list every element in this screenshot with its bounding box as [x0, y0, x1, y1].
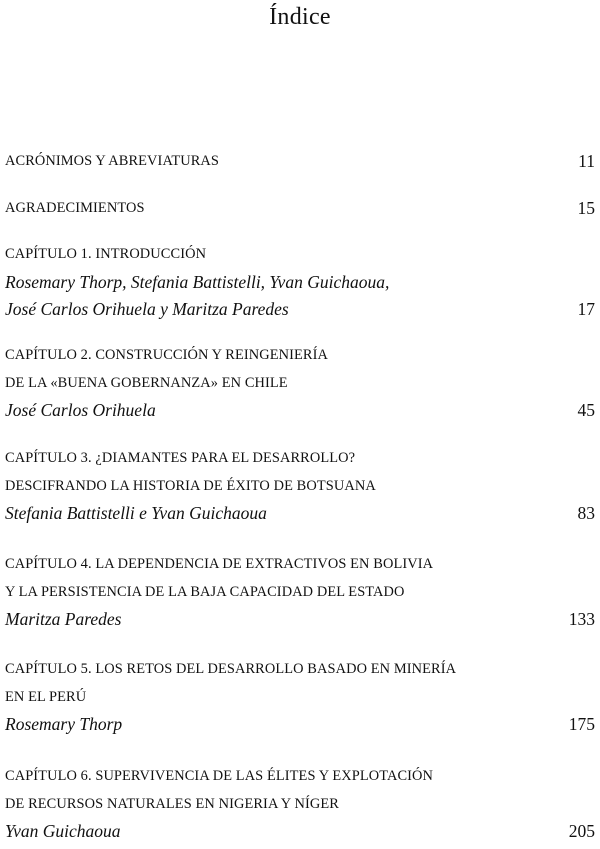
toc-entry[interactable]	[5, 763, 595, 846]
toc-entry[interactable]	[5, 241, 595, 324]
toc-entry[interactable]	[5, 656, 595, 739]
toc-entry-heading: CAPÍTULO 1. INTRODUCCIÓN	[5, 246, 207, 262]
toc-entry-heading: AGRADECIMIENTOS	[5, 200, 145, 216]
toc-entry[interactable]	[5, 195, 595, 223]
toc-entry-heading: CAPÍTULO 3. ¿DIAMANTES PARA EL DESARROLLO?	[5, 450, 356, 466]
toc-entry-heading: CAPÍTULO 2. CONSTRUCCIÓN Y REINGENIERÍA	[5, 347, 329, 363]
toc-entry-heading: CAPÍTULO 4. LA DEPENDENCIA DE EXTRACTIVOS EN BOLIVIA	[5, 556, 434, 572]
toc-entry[interactable]	[5, 342, 595, 425]
toc-entry-heading: CAPÍTULO 5. LOS RETOS DEL DESARROLLO BASADO EN MINERÍA	[5, 661, 457, 677]
toc-entry-heading: DE RECURSOS NATURALES EN NIGERIA Y NÍGER	[5, 795, 339, 812]
toc-entry[interactable]	[5, 445, 595, 528]
toc-entry-authors: Yvan Guichaoua	[5, 821, 121, 841]
toc-entry-page-number: 11	[578, 151, 595, 171]
toc-entry-page-number: 17	[577, 299, 595, 319]
toc-entry-page-number: 45	[577, 400, 595, 420]
toc-entry-authors: José Carlos Orihuela	[5, 400, 156, 420]
toc-entry-page-number: 133	[568, 609, 595, 629]
toc-entry-page-number: 205	[568, 821, 595, 841]
toc-entry-authors: Maritza Paredes	[5, 609, 122, 629]
toc-entry-heading: Y LA PERSISTENCIA DE LA BAJA CAPACIDAD DEL ESTADO	[5, 583, 405, 600]
toc-entry[interactable]	[5, 551, 595, 634]
toc-entry-authors: Rosemary Thorp	[5, 714, 123, 734]
toc-entry[interactable]	[5, 148, 595, 176]
toc-entry-heading: DESCIFRANDO LA HISTORIA DE ÉXITO DE BOTSUANA	[5, 477, 376, 494]
toc-entry-heading: DE LA «BUENA GOBERNANZA» EN CHILE	[5, 374, 288, 391]
toc-entry-heading: CAPÍTULO 6. SUPERVIVENCIA DE LAS ÉLITES Y EXPLOTACIÓN	[5, 768, 434, 784]
toc-entry-authors: Rosemary Thorp, Stefania Battistelli, Yvan Guichaoua,	[5, 271, 390, 292]
toc-entry-page-number: 15	[577, 198, 595, 218]
toc-entry-page-number: 83	[577, 503, 595, 523]
toc-entry-heading: EN EL PERÚ	[5, 688, 87, 705]
toc-entry-heading: ACRÓNIMOS Y ABREVIATURAS	[5, 153, 220, 169]
toc-entry-authors: José Carlos Orihuela y Maritza Paredes	[5, 299, 289, 319]
toc-entry-page-number: 175	[568, 714, 595, 734]
toc-entry-authors: Stefania Battistelli e Yvan Guichaoua	[5, 503, 267, 523]
page-title: Índice	[269, 4, 331, 30]
